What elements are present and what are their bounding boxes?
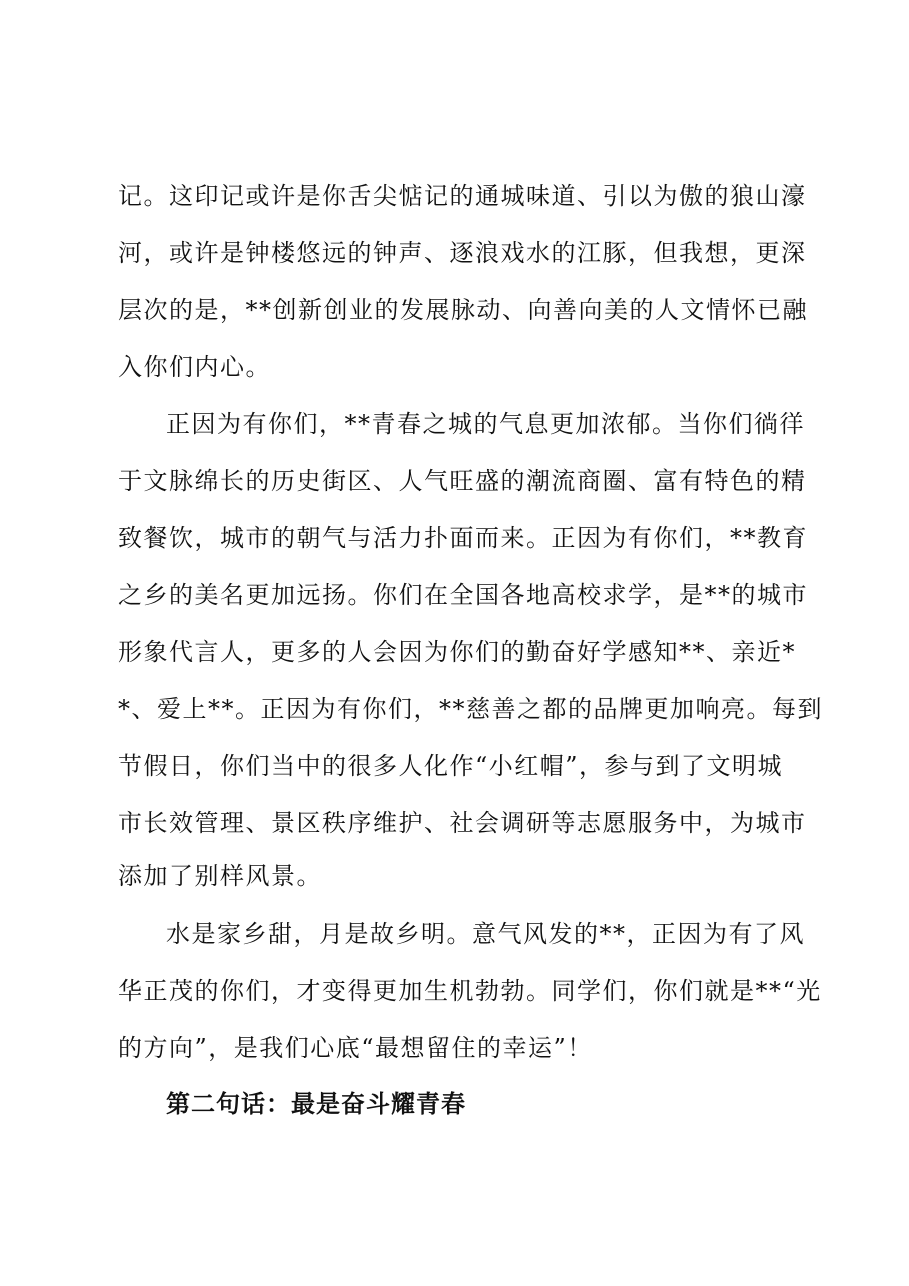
body-text-line: 的方向”，是我们心底“最想留住的幸运”！ xyxy=(118,1034,593,1062)
body-text-line: *、爱上**。正因为有你们，**慈善之都的品牌更加响亮。每到 xyxy=(118,695,823,723)
body-text-line: 河，或许是钟楼悠远的钟声、逐浪戏水的江豚，但我想，更深 xyxy=(118,239,807,267)
body-text-line: 形象代言人，更多的人会因为你们的勤奋好学感知**、亲近* xyxy=(118,638,796,666)
body-text-line: 市长效管理、景区秩序维护、社会调研等志愿服务中，为城市 xyxy=(118,809,807,837)
body-text-line: 致餐饮，城市的朝气与活力扑面而来。正因为有你们，**教育 xyxy=(118,524,808,552)
body-text-line: 于文脉绵长的历史街区、人气旺盛的潮流商圈、富有特色的精 xyxy=(118,467,807,495)
body-text-line: 华正茂的你们，才变得更加生机勃勃。同学们，你们就是**“光 xyxy=(118,977,822,1005)
body-text-line: 节假日，你们当中的很多人化作“小红帽”，参与到了文明城 xyxy=(118,752,784,780)
body-text-line: 层次的是，**创新创业的发展脉动、向善向美的人文情怀已融 xyxy=(118,296,808,324)
paragraph-start-line: 正因为有你们，**青春之城的气息更加浓郁。当你们徜徉 xyxy=(166,410,805,438)
section-heading: 第二句话：最是奋斗耀青春 xyxy=(166,1090,466,1118)
body-text-line: 入你们内心。 xyxy=(118,353,271,381)
body-text-line: 添加了别样风景。 xyxy=(118,862,322,890)
paragraph-start-line: 水是家乡甜，月是故乡明。意气风发的**，正因为有了风 xyxy=(166,920,805,948)
body-text-line: 记。这印记或许是你舌尖惦记的通城味道、引以为傲的狼山濠 xyxy=(118,182,807,210)
body-text-line: 之乡的美名更加远扬。你们在全国各地高校求学，是**的城市 xyxy=(118,581,808,609)
